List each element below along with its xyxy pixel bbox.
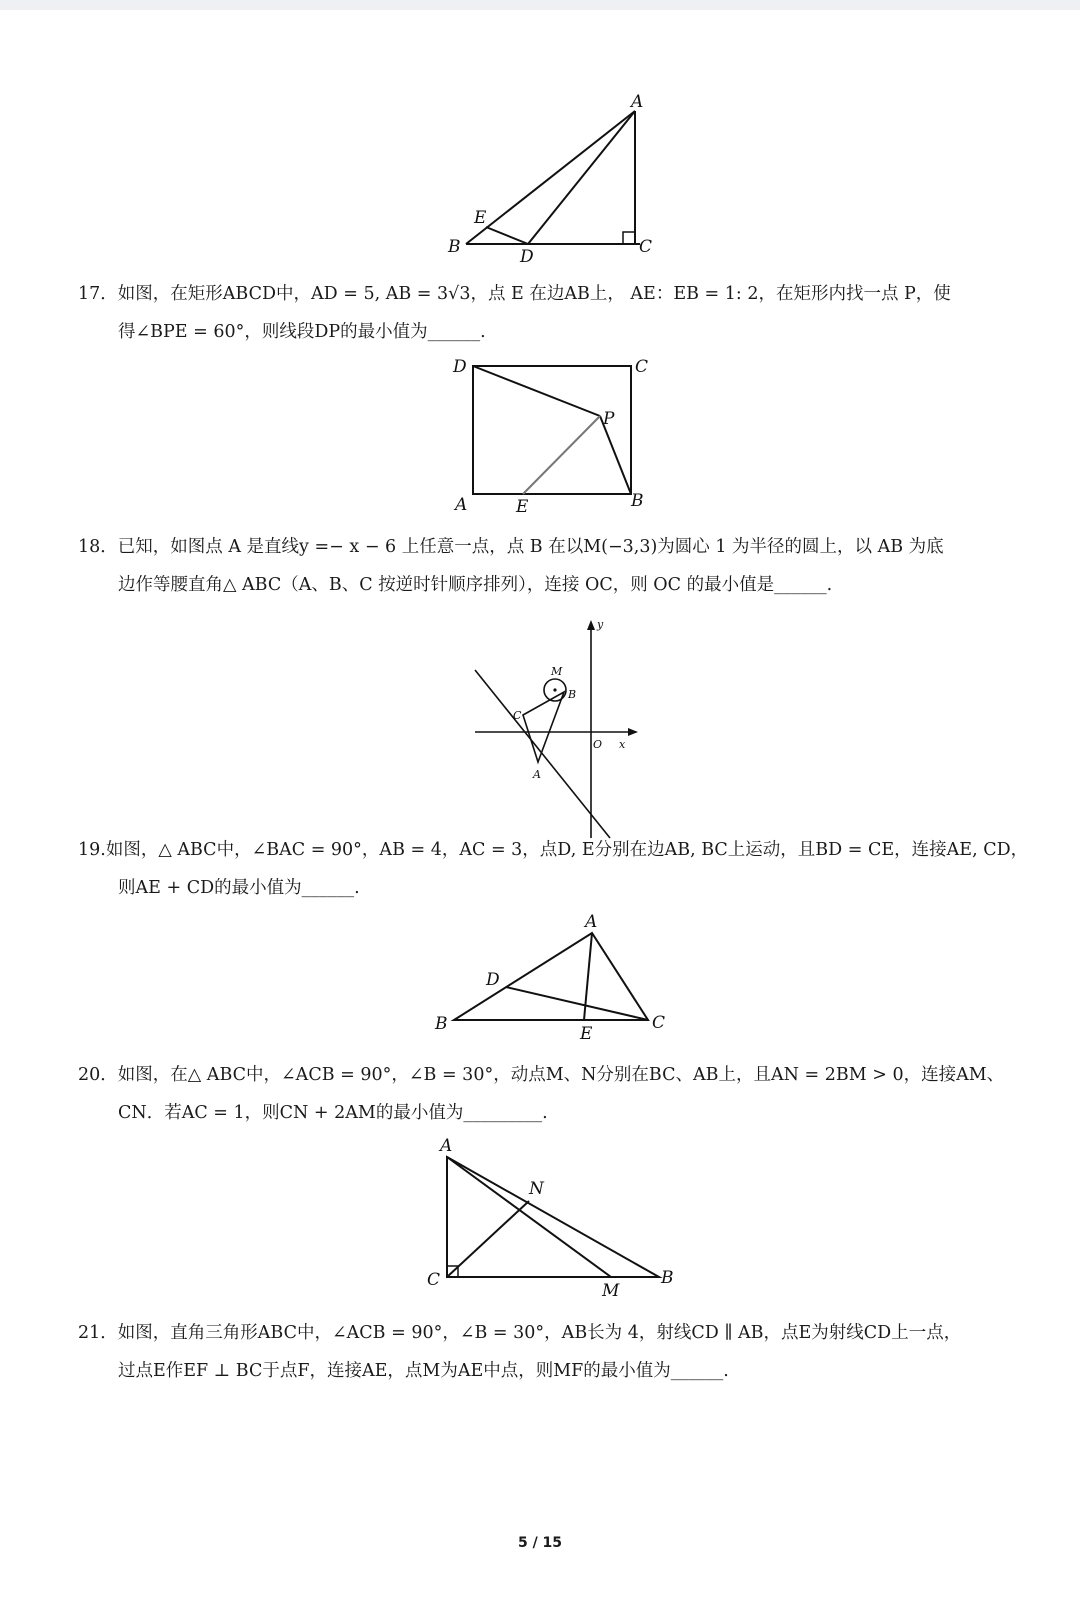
label-A: A <box>440 1136 453 1156</box>
question-text-line2: 则AE + CD的最小值为______. <box>118 878 360 898</box>
label-A: A <box>455 495 468 515</box>
label-A: A <box>533 768 541 781</box>
question-number: 20． <box>78 1065 118 1085</box>
question-text-line2: 边作等腰直角△ ABC（A、B、C 按逆时针顺序排列），连接 OC，则 OC 的最小值是______. <box>118 575 833 595</box>
label-C: C <box>635 357 649 377</box>
question-text-line2: CN．若AC = 1，则CN + 2AM的最小值为_________. <box>118 1103 548 1123</box>
label-B: B <box>661 1268 674 1288</box>
top-bar <box>0 0 1080 10</box>
label-D: D <box>486 970 500 990</box>
question-text-line1: 如图，直角三角形ABC中，∠ACB = 90°，∠B = 30°，AB长为 4，射线CD ∥ AB，点E为射线CD上一点， <box>117 1323 962 1343</box>
figure-17 <box>445 350 665 520</box>
label-B: B <box>631 491 644 511</box>
label-B: B <box>568 688 577 701</box>
label-O: O <box>593 738 603 751</box>
question-number: 19. <box>78 840 106 860</box>
figure-18 <box>470 620 640 840</box>
question-text-line1: 如图，△ ABC中，∠BAC = 90°，AB = 4，AC = 3，点D, E分别在边AB, BC上运动，且BD = CE，连接AE, CD， <box>105 840 1029 860</box>
question-text-line1: 如图，在矩形ABCD中，AD = 5, AB = 3√3，点 E 在边AB上， AE：EB = 1: 2，在矩形内找一点 P，使 <box>117 284 951 304</box>
question-text-line1: 如图，在△ ABC中，∠ACB = 90°，∠B = 30°，动点M、N分别在BC、AB上，且AN = 2BM > 0，连接AM、 <box>117 1065 1005 1085</box>
label-B: B <box>435 1014 448 1034</box>
figure-20 <box>425 1135 695 1305</box>
question-text-line1: 已知，如图点 A 是直线y =− x − 6 上任意一点，点 B 在以M(−3,3)为圆心 1 为半径的圆上，以 AB 为底 <box>117 537 944 557</box>
label-D: D <box>520 247 534 267</box>
figure-16 <box>440 90 680 265</box>
label-A: A <box>631 92 644 112</box>
question-number: 17． <box>78 284 118 304</box>
label-E: E <box>516 497 529 517</box>
label-N: N <box>529 1179 544 1199</box>
label-C: C <box>652 1013 666 1033</box>
question-text-line2: 过点E作EF ⊥ BC于点F，连接AE，点M为AE中点，则MF的最小值为______. <box>118 1361 729 1381</box>
label-M: M <box>602 1281 620 1301</box>
label-B: B <box>448 237 461 257</box>
label-D: D <box>453 357 467 377</box>
page-number: 5 / 15 <box>517 1535 563 1551</box>
label-y: y <box>597 618 604 631</box>
figure-19 <box>430 912 680 1045</box>
label-E: E <box>580 1024 593 1044</box>
question-number: 18． <box>78 537 118 557</box>
label-A: A <box>585 912 598 932</box>
question-number: 21． <box>78 1323 118 1343</box>
label-x: x <box>619 738 626 751</box>
label-C: C <box>639 237 653 257</box>
question-text-line2: 得∠BPE = 60°，则线段DP的最小值为______. <box>118 322 486 342</box>
label-C: C <box>427 1270 441 1290</box>
label-M: M <box>551 665 563 678</box>
label-C: C <box>513 709 522 722</box>
label-P: P <box>603 409 615 429</box>
label-E: E <box>474 208 487 228</box>
